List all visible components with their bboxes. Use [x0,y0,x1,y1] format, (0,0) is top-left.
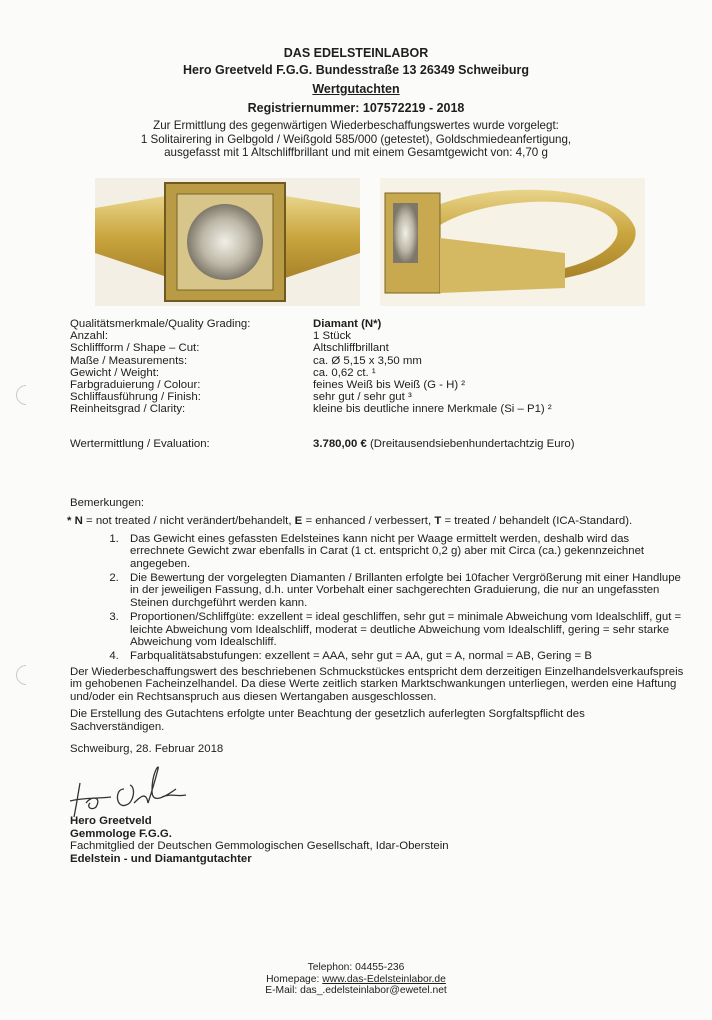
note-item: 2. Die Bewertung der vorgelegten Diamanten / Brillanten erfolgte bei 10facher Vergrößerung mit einer Handlupe in der jeweiligen Fassung, d.h. unter Vorbehalt einer sachgerechten Graduierung, die nur an ungefassten Steinen durchgeführt werden kann. [122,572,685,609]
footer-phone: Telephon: 04455-236 [307,962,405,973]
grading-row [70,342,670,354]
grading-value: 1 Stück [313,330,351,343]
legend-text: = enhanced / verbessert, [302,515,435,528]
document-type: Wertgutachten [312,82,400,96]
evaluation-row [70,438,670,450]
grading-row [70,355,670,367]
grading-label: Farbgraduierung / Colour: [70,379,201,392]
grading-value: ca. Ø 5,15 x 3,50 mm [313,354,422,367]
treatment-legend [67,515,700,527]
handwritten-signature [66,763,196,819]
grading-label: Maße / Measurements: [70,354,188,367]
registration-number: Registriernummer: 107572219 - 2018 [247,101,465,115]
grading-label: Anzahl: [70,330,108,343]
footer-email: E-Mail: das_.edelsteinlabor@ewetel.net [265,985,447,996]
signatory-membership: Fachmitglied der Deutschen Gemmologischen Gesellschaft, Idar-Oberstein [70,840,449,852]
legend-text: = treated / behandelt (ICA-Standard). [441,515,633,528]
evaluation-label: Wertermittlung / Evaluation: [70,437,210,450]
intro-line: Zur Ermittlung des gegenwärtigen Wiederbeschaffungswertes wurde vorgelegt: [153,119,559,132]
signatory-title: Gemmologe F.G.G. [70,827,172,840]
replacement-value-disclaimer: Der Wiederbeschaffungswert des beschriebenen Schmuckstückes entspricht dem derzeitigen Einzelhandelsverkaufspreis im gehobenen Facheinzelhandel. Da diese Werte zeitlich starken Marktschwankungen unterliegen, werden eine Haftung und/oder ein Rechtsanspruch aus diesen Wertangaben ausgeschlossen. [70,665,684,703]
grading-row [70,403,670,415]
grading-label: Schliffform / Shape – Cut: [70,342,200,355]
grading-value: ca. 0,62 ct. ¹ [313,366,376,379]
note-item: 1. Das Gewicht eines gefassten Edelsteines kann nicht per Waage ermittelt werden, deshalb wird das errechnete Gewicht zwar ebenfalls in Carat (1 ct. entspricht 0,2 g) aber mit Circa (ca.) gekennzeichnet angegeben. [122,533,685,570]
remarks-title: Bemerkungen: [70,497,145,509]
signatory-block [70,815,449,865]
grading-row [70,391,670,403]
intro-line: 1 Solitairering in Gelbgold / Weißgold 585/000 (getestet), Goldschmiedeanfertigung, [140,132,572,146]
grading-row [70,318,670,330]
ring-photos [95,178,645,306]
evaluation-words: (Dreitausendsiebenhundertachtzig Euro) [366,437,575,450]
homepage-link[interactable]: www.das-Edelsteinlabor.de [322,973,446,985]
ring-front-photo [95,178,360,306]
remarks-notes [70,533,685,663]
grading-value: Altschliffbrillant [313,342,389,355]
punch-hole-mark [12,381,40,409]
signatory-name: Hero Greetveld [70,815,152,827]
lab-address: Hero Greetveld F.G.G. Bundesstraße 13 26349 Schweiburg [183,63,529,77]
footer-contact [0,962,712,997]
footer-homepage [0,974,712,986]
remarks-section [67,497,684,738]
legend-key: E [294,515,303,528]
intro-line: ausgefasst mit 1 Altschliffbrillant und mit einem Gesamtgewicht von: 4,70 g [164,146,548,159]
place-date: Schweiburg, 28. Februar 2018 [70,743,224,755]
ring-side-photo [380,178,645,306]
grading-row [70,379,670,391]
grading-row [70,367,670,379]
grading-label: Gewicht / Weight: [70,366,160,379]
legend-asterisk: * [67,515,75,528]
quality-grading-table [70,318,670,450]
note-item: 3. Proportionen/Schliffgüte: exzellent = ideal geschliffen, sehr gut = minimale Abweichung vom Idealschliff, gut = leichte Abweichung vom Idealschliff, moderat = deutliche Abweichung vom Idealschliff, gering = sehr starke Abweichung vom Idealschliff. [122,611,685,648]
homepage-label: Homepage: [266,973,323,985]
grading-label: Qualitätsmerkmale/Quality Grading: [70,318,251,330]
legend-key: T [434,515,442,528]
note-item: 4. Farbqualitätsabstufungen: exzellent = AAA, sehr gut = AA, gut = A, normal = AB, Gering = B [122,650,685,662]
intro-text [0,119,712,160]
grading-value: feines Weiß bis Weiß (G - H) ² [313,379,466,392]
grading-value: kleine bis deutliche innere Merkmale (Si – P1) ² [313,403,552,416]
diligence-statement: Die Erstellung des Gutachtens erfolgte unter Beachtung der gesetzlich auferlegten Sorgfaltspflicht des Sachverständigen. [70,708,585,733]
grading-value: sehr gut / sehr gut ³ [313,391,412,404]
legend-text: = not treated / nicht verändert/behandelt, [82,515,295,528]
grading-label: Schliffausführung / Finish: [70,391,201,404]
legend-key: N [74,515,83,528]
punch-hole-mark [12,661,40,689]
grading-value: Diamant (N*) [313,318,382,330]
grading-row [70,330,670,342]
signatory-role: Edelstein - und Diamantgutachter [70,852,252,865]
evaluation-amount: 3.780,00 € [313,437,367,450]
lab-name: DAS EDELSTEINLABOR [283,46,429,60]
grading-label: Reinheitsgrad / Clarity: [70,403,186,416]
